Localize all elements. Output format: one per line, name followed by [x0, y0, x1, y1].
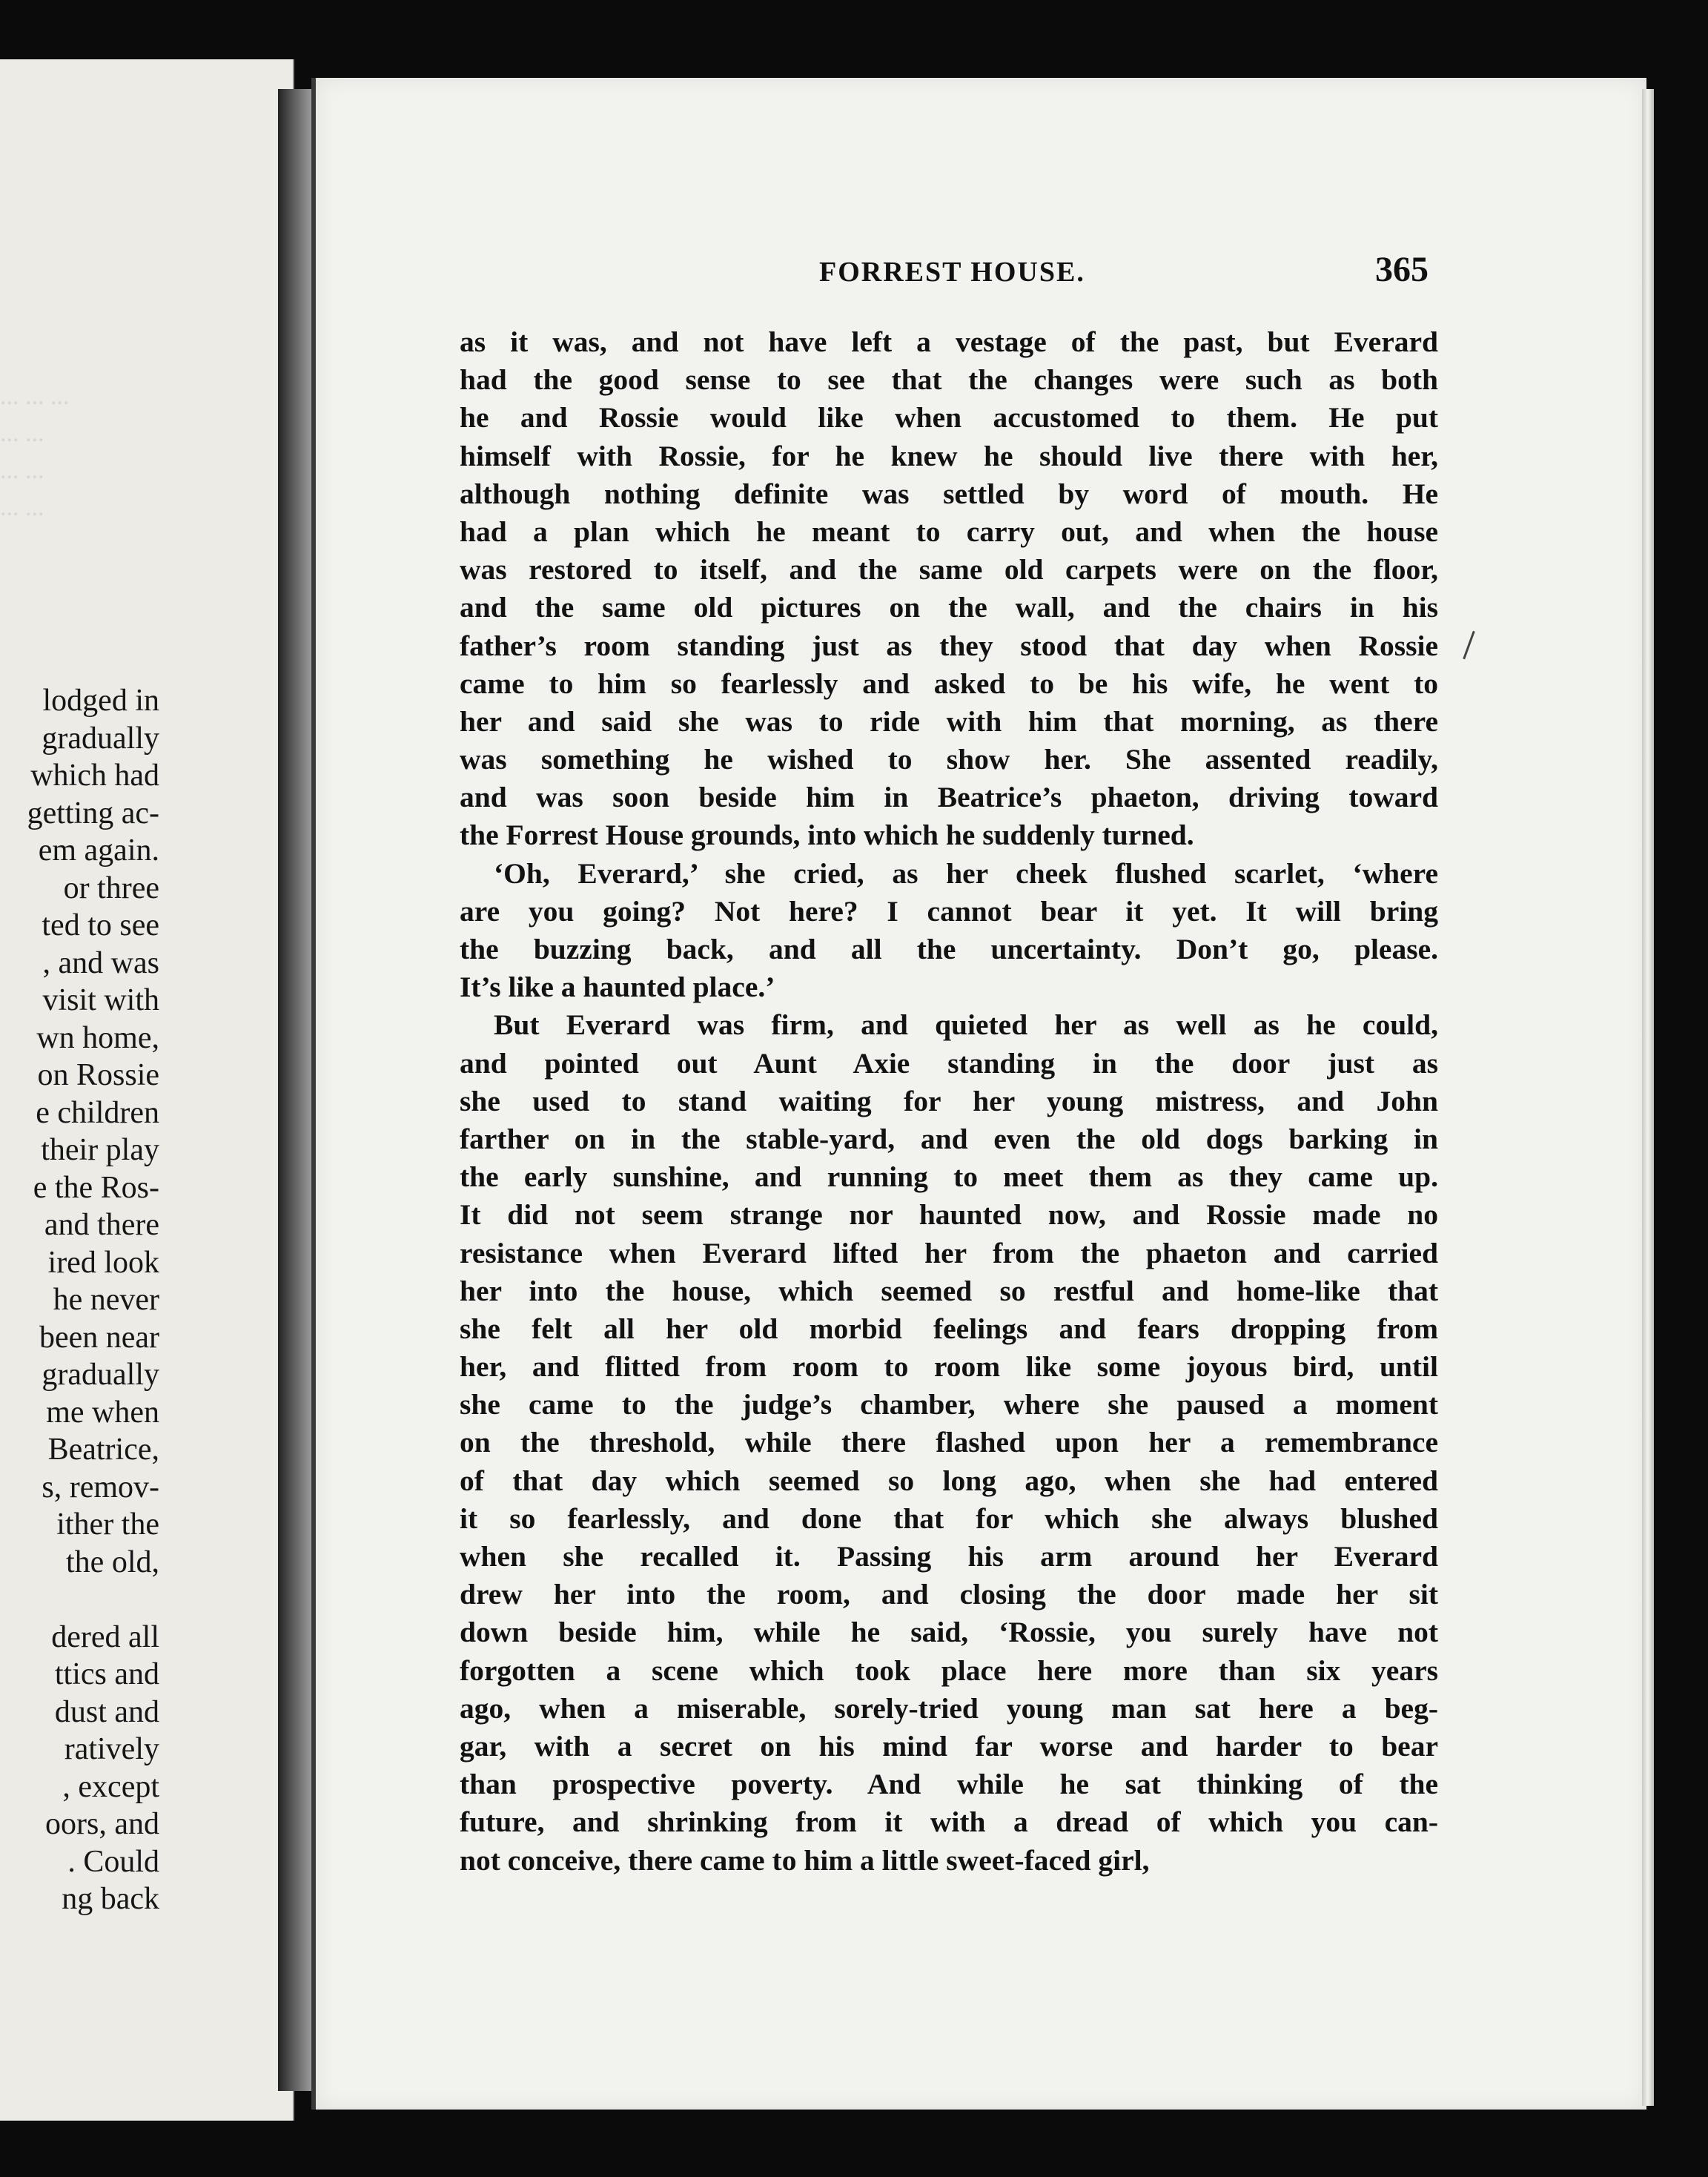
left-page-line: getting ac- [27, 796, 159, 830]
text-line: gar, with a secret on his mind far worse and harder to bear [460, 1729, 1438, 1763]
left-page-line: e children [36, 1095, 159, 1130]
left-page-line: oors, and [45, 1807, 159, 1841]
text-line: on the threshold, while there flashed upon her a remembrance [460, 1426, 1438, 1459]
text-line: had the good sense to see that the changes were such as both [460, 363, 1438, 397]
text-line: It’s like a haunted place.’ [460, 971, 775, 1004]
left-page-line: , and was [42, 945, 159, 980]
left-page-text [0, 682, 159, 1918]
faint-line: ... ... ... [0, 383, 70, 410]
left-page-line: ired look [47, 1245, 159, 1280]
left-page-line: their play [41, 1133, 159, 1167]
left-page-line: dered all [51, 1619, 159, 1654]
text-line: drew her into the room, and closing the door made her sit [460, 1578, 1438, 1611]
text-line: came to him so fearlessly and asked to be his wife, he went to [460, 667, 1438, 700]
left-page [0, 59, 294, 2121]
text-line: the buzzing back, and all the uncertainty. Don’t go, please. [460, 933, 1438, 965]
left-page-line: he never [53, 1283, 159, 1317]
text-line: farther on in the stable-yard, and even the old dogs barking in [460, 1122, 1438, 1155]
text-line: it so fearlessly, and done that for which she always blushed [460, 1502, 1438, 1535]
text-line: and pointed out Aunt Axie standing in the door just as [460, 1046, 1438, 1080]
text-line: future, and shrinking from it with a dread of which you can- [460, 1806, 1438, 1839]
left-page-line: the old, [66, 1545, 159, 1579]
left-page-line: on Rossie [37, 1058, 159, 1092]
page-edge [1642, 89, 1654, 2106]
text-line: was restored to itself, and the same old carpets were on the floor, [460, 553, 1438, 587]
text-line: father’s room standing just as they stood that day when Rossie [460, 629, 1438, 662]
text-line: ago, when a miserable, sorely-tried young man sat here a beg- [460, 1691, 1438, 1725]
text-line: It did not seem strange nor haunted now, and Rossie made no [460, 1198, 1438, 1232]
text-line: her and said she was to ride with him that morning, as there [460, 704, 1438, 738]
left-page-line: lodged in [42, 684, 159, 718]
left-page-line: . Could [67, 1844, 159, 1879]
text-line: he and Rossie would like when accustomed to them. He put [460, 401, 1438, 435]
left-page-line: e the Ros- [33, 1170, 159, 1205]
text-line: himself with Rossie, for he knew he should live there with her, [460, 439, 1438, 472]
left-page-line: and there [44, 1208, 159, 1242]
faint-line: ... ... [0, 457, 44, 484]
faint-line: ... ... [0, 494, 44, 521]
body-text [460, 323, 1438, 1880]
text-line: had a plan which he meant to carry out, and when the house [460, 515, 1438, 548]
scan-background [311, 2110, 1646, 2177]
text-line: are you going? Not here? I cannot bear it yet. It will bring [460, 894, 1438, 928]
left-page-line: ng back [62, 1882, 159, 1916]
faint-line: ... ... [0, 420, 44, 447]
text-line: not conceive, there came to him a little sweet-faced girl, [460, 1843, 1150, 1877]
left-page-faint-text [0, 378, 148, 526]
text-line: the early sunshine, and running to meet them as they came up. [460, 1160, 1438, 1194]
text-line: But Everard was firm, and quieted her as well as he could, [494, 1008, 1438, 1042]
left-page-line [0, 1581, 159, 1619]
left-page-line: visit with [42, 983, 159, 1017]
left-page-line: which had [30, 759, 159, 793]
text-line: as it was, and not have left a vestage of the past, but Everard [460, 326, 1438, 358]
text-line: she came to the judge’s chamber, where she paused a moment [460, 1388, 1438, 1421]
left-page-line: , except [62, 1769, 159, 1804]
text-line: when she recalled it. Passing his arm around her Everard [460, 1540, 1438, 1573]
text-line: although nothing definite was settled by word of mouth. He [460, 477, 1438, 510]
text-line: she felt all her old morbid feelings and fears dropping from [460, 1312, 1438, 1345]
left-page-line: ratively [64, 1732, 159, 1766]
left-page-line: em again. [38, 833, 159, 868]
book-gutter [278, 89, 311, 2091]
left-page-line: gradually [42, 721, 159, 756]
left-page-line: s, remov- [42, 1470, 159, 1504]
text-line: ‘Oh, Everard,’ she cried, as her cheek flushed scarlet, ‘where [494, 856, 1438, 890]
running-head: FORREST HOUSE. [819, 257, 1085, 288]
left-page-line: ither the [56, 1507, 159, 1542]
left-page-line: or three [63, 871, 159, 905]
text-line: than prospective poverty. And while he sat thinking of the [460, 1768, 1438, 1801]
text-line: forgotten a scene which took place here more than six years [460, 1654, 1438, 1687]
left-page-line: ttics and [54, 1657, 159, 1691]
text-line: down beside him, while he said, ‘Rossie, you surely have not [460, 1616, 1438, 1649]
text-line: resistance when Everard lifted her from the phaeton and carried [460, 1236, 1438, 1269]
left-page-line: wn home, [36, 1020, 159, 1055]
text-line: her, and flitted from room to room like some joyous bird, until [460, 1350, 1438, 1384]
text-line: the Forrest House grounds, into which he suddenly turned. [460, 819, 1194, 852]
left-page-line: ted to see [42, 908, 159, 942]
left-page-line: me when [46, 1395, 159, 1430]
text-line: her into the house, which seemed so restful and home-like that [460, 1274, 1438, 1307]
left-page-line: dust and [54, 1694, 159, 1729]
text-line: was something he wished to show her. She assented readily, [460, 743, 1438, 776]
text-line: she used to stand waiting for her young mistress, and John [460, 1084, 1438, 1117]
left-page-line: gradually [42, 1358, 159, 1392]
left-page-line: been near [39, 1320, 159, 1355]
text-line: and was soon beside him in Beatrice’s phaeton, driving toward [460, 781, 1438, 814]
page-number: 365 [1375, 250, 1429, 289]
left-page-line: Beatrice, [47, 1433, 159, 1467]
text-line: of that day which seemed so long ago, when she had entered [460, 1464, 1438, 1497]
text-line: and the same old pictures on the wall, and the chairs in his [460, 591, 1438, 624]
